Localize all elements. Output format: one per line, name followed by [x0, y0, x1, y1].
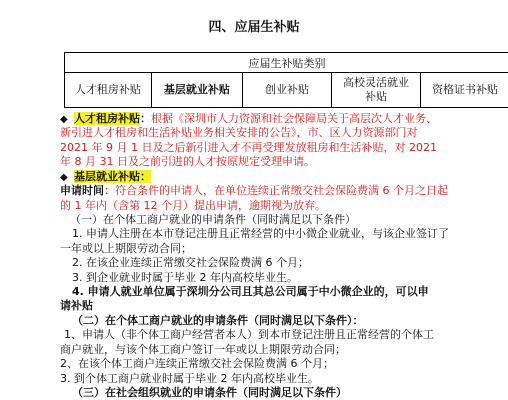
application-time-line	[60, 184, 448, 198]
talent-paragraph-line	[60, 112, 437, 127]
talent-text-line: 根据《深圳市人力资源和社会保障局关于高层次人才业务、	[151, 112, 437, 125]
grassroots-heading	[60, 170, 151, 185]
condition-item: 2. 在该企业连续正常缴交社会保险费满 6 个月；	[72, 256, 309, 269]
condition-item: 3. 到企业就业时属于毕业 2 年内高校毕业生。	[72, 271, 298, 284]
condition-item: 商户就业，与该个体工商户签订一年或以上期限劳动合同；	[60, 343, 346, 356]
condition-heading: （一）在个体工商户就业的申请条件（同时满足以下条件）	[70, 213, 356, 226]
condition-item: 2、在该个体工商户连续正常缴交社会保险费满 6 个月；	[60, 357, 334, 370]
talent-subsidy-label: 人才租房补贴	[74, 112, 140, 125]
condition-item: 一年或以上期限劳动合同；	[60, 242, 192, 255]
label-colon: ：	[140, 112, 151, 125]
talent-text-line: 新引进人才租房和生活补贴业务相关安排的公告》，市、区人力资源部门对	[60, 126, 418, 139]
bullet-icon: ◆	[60, 114, 68, 125]
grassroots-subsidy-label: 基层就业补贴：	[74, 170, 151, 183]
table-cell-startup: 创业补贴	[242, 73, 331, 108]
condition-heading: （二）在个体工商户就业的申请条件（同时满足以下条件）：	[72, 314, 364, 327]
condition-item: 1、申请人（非个体工商户经营者本人）到本市登记注册且正常经营的个体工	[64, 328, 434, 341]
condition-heading: （三）在社会组织就业的申请条件（同时满足以下条件）	[72, 386, 347, 399]
application-time-label: 申请时间	[60, 184, 104, 197]
table-caption: 应届生补贴类别	[65, 53, 508, 73]
subsidy-categories-table	[64, 52, 508, 108]
condition-item: 1. 申请人注册在本市登记注册且正常经营的中小微企业就业，与该企业签订了	[72, 227, 449, 240]
application-time-text: 的 1 年内（含第 12 个月）提出申请，逾期视为放弃。	[60, 199, 326, 212]
table-cell-rental: 人才租房补贴	[65, 73, 152, 108]
talent-text-line: 2021 年 9 月 1 日及之后新引进入才不再受理发放租房和生活补贴，对 2021	[60, 141, 437, 154]
application-time-text: ：符合条件的申请人，在单位连续正常缴交社会保险费满 6 个月之日起	[104, 184, 448, 197]
table-cell-certificate: 资格证书补贴	[420, 73, 508, 108]
condition-item: 3. 到个体工商户就业时属于毕业 2 年内高校毕业生。	[60, 372, 319, 385]
condition-item: 4. 申请人就业单位属于深圳分公司且其总公司属于中小微企业的，可以申	[72, 285, 429, 298]
bullet-icon: ◆	[60, 172, 68, 183]
table-cell-grassroots: 基层就业补贴	[151, 73, 242, 108]
section-heading: 四、应届生补贴	[208, 20, 300, 35]
talent-text-line: 年 8 月 31 日及之前引进的人才按原规定受理申请。	[60, 155, 315, 168]
table-cell-flexible: 高校灵活就业 补贴	[331, 73, 420, 108]
condition-item: 请补贴	[60, 299, 93, 312]
